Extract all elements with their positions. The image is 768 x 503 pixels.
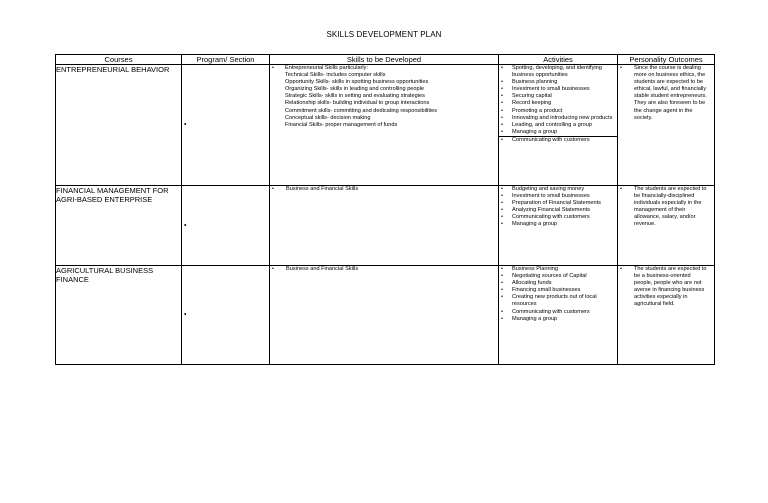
skills-cell <box>270 65 499 186</box>
bullet-icon: • <box>501 207 503 214</box>
list-item: • Budgeting and saving money <box>501 186 585 192</box>
bullet-icon: • <box>501 287 503 294</box>
list-item: • Preparation of Financial Statements <box>501 200 601 207</box>
skills-plan-table <box>55 54 715 365</box>
list-item: • Spotting, developing, and identifying business opportunities <box>501 65 602 79</box>
list-item: • Investment to small businesses <box>501 193 590 200</box>
bullet-icon: • <box>620 266 622 272</box>
list-item: • Record keeping <box>501 100 552 107</box>
activities-list <box>499 186 617 229</box>
list-item: • Managing a group <box>501 315 558 322</box>
program-section-cell <box>182 65 270 186</box>
list-item: • Promoting a product <box>501 107 563 114</box>
list-item: • Communicating with customers <box>501 308 590 315</box>
bullet-icon: • <box>272 266 274 272</box>
header-skills: Skills to be Developed <box>270 55 499 65</box>
outcome-cell <box>618 266 715 365</box>
bullet-icon: • <box>501 79 503 86</box>
skills-cell <box>270 186 499 266</box>
bullet-icon: • <box>501 93 503 100</box>
outcome-cell <box>618 65 715 186</box>
list-item: • Entrepreneurial Skills particularly: <box>272 65 369 71</box>
activities-cell <box>499 65 618 186</box>
bullet-icon: • <box>501 86 503 93</box>
activities-cell <box>499 186 618 266</box>
list-item: • Creating new products out of local resources <box>501 294 597 308</box>
list-item: Opportunity Skills- skills in spotting business opportunities <box>285 79 429 86</box>
header-courses: Courses <box>56 55 182 65</box>
course-cell: FINANCIAL MANAGEMENT FOR AGRI-BASED ENTERPRISE <box>56 186 182 266</box>
activities-list <box>499 65 617 144</box>
bullet-icon: • <box>501 273 503 280</box>
bullet-icon: • <box>501 114 503 121</box>
list-item: • Allocating funds <box>501 280 552 287</box>
bullet-icon: • <box>501 266 503 272</box>
activities-list <box>499 266 617 323</box>
bullet-icon: • <box>501 136 503 143</box>
list-item: Relationship skills- building individual to group interactions <box>285 100 430 107</box>
bullet-icon: • <box>501 308 503 315</box>
list-item: Organizing Skills- skills in leading and controlling people <box>285 86 424 93</box>
bullet-icon: • <box>501 186 503 192</box>
list-item: • Financing small businesses <box>501 287 581 294</box>
list-item: Commitment skills- committing and dedicating responsibilities <box>285 107 438 114</box>
list-item: • Negotiating sources of Capital <box>501 273 587 280</box>
list-item: • Communicating with customers <box>501 214 590 221</box>
table-row <box>56 266 715 365</box>
bullet-icon: • <box>501 193 503 200</box>
list-item: • Investment to small businesses <box>501 86 590 93</box>
program-section-cell <box>182 266 270 365</box>
bullet-icon: • <box>501 315 503 322</box>
bullet-icon: • <box>501 200 503 207</box>
outcome-text-block: • The students are expected to be a business-oriented people, people who are not averse in financing business activities especially in agricultural field. <box>620 266 707 308</box>
outcome-text-block: • Since the course is dealing more on business ethics, the students are expected to be ethical, lawful, and financially stable student entrepreneurs. They are also foreseen to be the change agent in the society. <box>620 65 707 121</box>
list-item: • Business Planning <box>501 266 559 272</box>
bullet-icon: • <box>184 121 187 129</box>
list-item: • Managing a group <box>501 221 558 228</box>
bullet-icon: • <box>620 65 622 71</box>
list-item: • Analyzing Financial Statements <box>501 207 591 214</box>
course-cell: AGRICULTURAL BUSINESS FINANCE <box>56 266 182 365</box>
list-item: Financial Skills- proper management of funds <box>285 121 398 128</box>
bullet-icon: • <box>501 100 503 107</box>
table-header-row <box>56 55 715 65</box>
header-program-section: Program/ Section <box>182 55 270 65</box>
list-item: • Business and Financial Skills <box>272 266 359 272</box>
skills-cell <box>270 266 499 365</box>
table-row <box>56 186 715 266</box>
course-cell: ENTREPRENEURIAL BEHAVIOR <box>56 65 182 186</box>
skills-list <box>270 65 498 129</box>
list-item: • Business and Financial Skills <box>272 186 359 192</box>
header-activities: Activities <box>499 55 618 65</box>
list-item: Technical Skills- includes computer skills <box>285 72 386 79</box>
header-personality-outcomes: Personality Outcomes <box>618 55 715 65</box>
list-item: • Communicating with customers <box>499 136 617 144</box>
bullet-icon: • <box>501 221 503 228</box>
list-item: • Innovating and introducing new products <box>501 114 613 121</box>
bullet-icon: • <box>501 128 503 135</box>
outcome-cell <box>618 186 715 266</box>
bullet-icon: • <box>501 294 503 301</box>
bullet-icon: • <box>501 121 503 128</box>
list-item: • Business planning <box>501 79 558 86</box>
bullet-icon: • <box>501 65 503 71</box>
list-item: • Leading, and controlling a group <box>501 121 592 128</box>
bullet-icon: • <box>501 280 503 287</box>
list-item: Strategic Skills- skills in setting and evaluating strategies <box>285 93 425 100</box>
outcome-text-block: • The students are expected to be financially-disciplined individuals especially in the management of their allowance, salary, and/or revenue. <box>620 186 707 228</box>
list-item: Conceptual skills- decision making <box>285 114 371 121</box>
bullet-icon: • <box>184 311 187 319</box>
bullet-icon: • <box>272 186 274 192</box>
program-section-cell <box>182 186 270 266</box>
bullet-icon: • <box>501 107 503 114</box>
table-row <box>56 65 715 186</box>
document-title: SKILLS DEVELOPMENT PLAN <box>326 30 442 39</box>
bullet-icon: • <box>272 65 274 71</box>
list-item: • Managing a group <box>501 128 558 135</box>
bullet-icon: • <box>184 222 187 229</box>
bullet-icon: • <box>620 186 622 192</box>
activities-cell <box>499 266 618 365</box>
list-item: • Securing capital <box>501 93 552 100</box>
bullet-icon: • <box>501 214 503 221</box>
